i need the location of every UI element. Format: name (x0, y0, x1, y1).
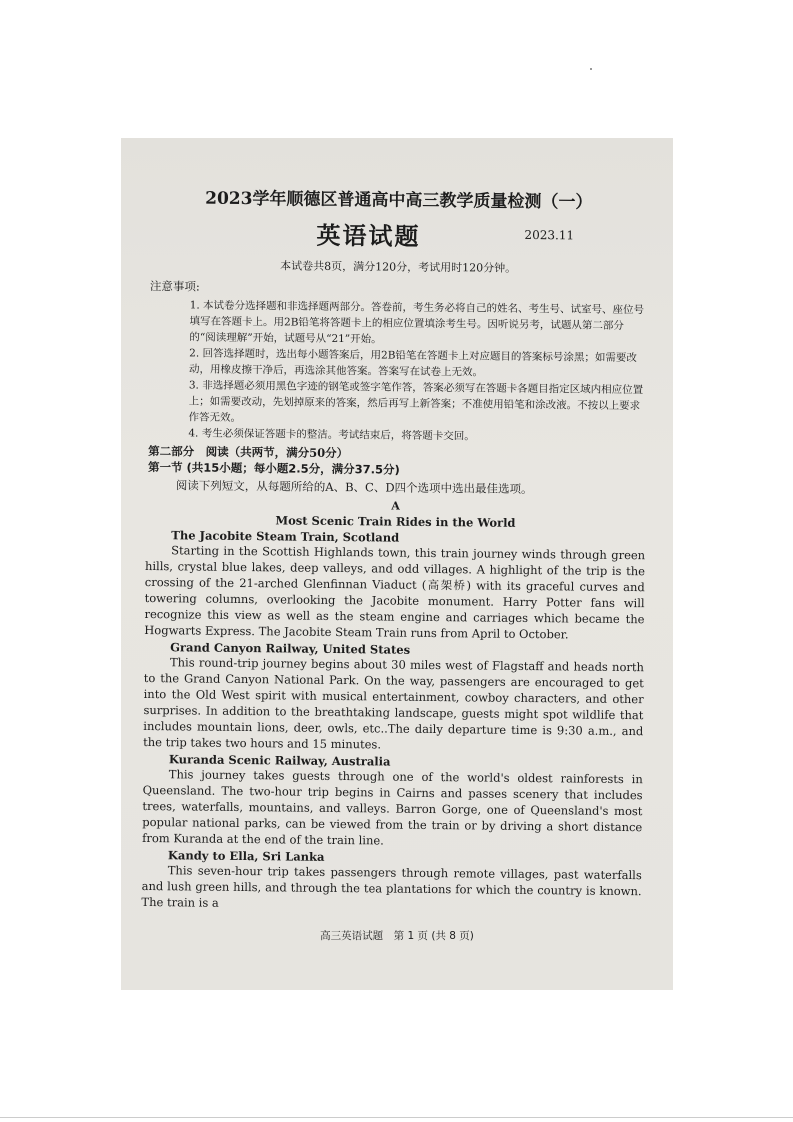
notice-list (146, 297, 647, 446)
ride-heading: The Jacobite Steam Train, Scotland (171, 528, 400, 545)
ride-text: This round-trip journey begins about 30 miles west of Flagstaff and heads north to the Grand Canyon National Park. On the way, passengers are encouraged to get into the Old West spirit with musical entertainment, cowboy characters, and other surprises. In addition to the breathtaking landscape, guests might spot wildlife that includes mountain lions, deer, owls, etc..The daily departure time is 9:30 a.m., and the trip takes two hours and 15 minutes. (143, 655, 645, 752)
page-footer: 高三英语试题 第 1 页 (共 8 页) (320, 930, 474, 942)
exam-title: 2023学年顺德区普通高中高三教学质量检测（一） (205, 188, 593, 213)
ride-heading: Kandy to Ella, Sri Lanka (167, 848, 325, 864)
exam-date: 2023.11 (524, 227, 575, 243)
ride-text: This journey takes guests through one of the world's oldest rainforests in Queensland. The two-hour trip begins in Cairns and passes scenery that includes trees, waterfalls, mountains, and valleys. Barron Gorge, one of Queensland's most popular national parks, can be viewed from the train or by driving a short distance from Kuranda at the end of the train line. (142, 767, 643, 848)
passage-title: Most Scenic Train Rides in the World (275, 513, 516, 530)
bottom-divider (0, 1117, 793, 1118)
photographed-page (121, 138, 673, 990)
section-heading: 第一节 (共15小题；每小题2.5分，满分37.5分) (147, 460, 400, 477)
notice-item: 2. 回答选择题时，选出每小题答案后，用2B铅笔在答题卡上对应题目的答案标号涂黑；如需要改动，用橡皮擦干净后，再选涂其他答案。答案写在试卷上无效。 (188, 347, 638, 379)
ride-heading: Grand Canyon Railway, United States (170, 640, 411, 657)
subject-row (148, 214, 648, 255)
section-instruction: 阅读下列短文，从每题所给的A、B、C、D四个选项中选出最佳选项。 (175, 478, 533, 497)
notice-item: 4. 考生必须保证答题卡的整洁。考试结束后，将答题卡交回。 (188, 427, 475, 443)
exam-page (141, 183, 649, 915)
ride-heading: Kuranda Scenic Railway, Australia (168, 752, 391, 769)
passage-letter: A (391, 499, 400, 513)
subject-title: 英语试题 (316, 220, 421, 251)
part-heading: 第二部分 阅读（共两节，满分50分） (148, 444, 349, 461)
ride-text: Starting in the Scottish Highlands town, this train journey winds through green hills, crystal blue lakes, deep valleys, and odd villages. A highlight of the trip is the crossing of the 21-arched Glenfinnan Viaduct (高架桥) with its graceful curves and towering columns, overlooking the Jacobite monument. Harry Potter fans will recognize this view as well as the steam engine and carriages which became the Hogwarts Express. The Jacobite Steam Train runs from April to October. (144, 543, 646, 642)
notice-item: 1. 本试卷分选择题和非选择题两部分。答卷前，考生务必将自己的姓名、考生号、试室号、座位号填写在答题卡上。用2B铅笔将答题卡上的相应位置填涂考生号。因听说另考，试题从第二部分的“阅读理解”开始，试题号从“21”开始。 (189, 299, 645, 346)
exam-meta: 本试卷共8页，满分120分，考试用时120分钟。 (280, 259, 517, 275)
notice-item: 3. 非选择题必须用黑色字迹的钢笔或签字笔作答，答案必须写在答题卡各题目指定区域内相应位置上；如需要改动，先划掉原来的答案，然后再写上新答案；不准使用铅笔和涂改液。不按以上要求作答无效。 (188, 379, 644, 424)
ride-text: This seven-hour trip takes passengers through remote villages, past waterfalls and lush green hills, and through the tea plantations for which the country is known. The train is a (141, 863, 642, 910)
notice-title: 注意事项: (149, 279, 200, 294)
speck (590, 68, 592, 70)
